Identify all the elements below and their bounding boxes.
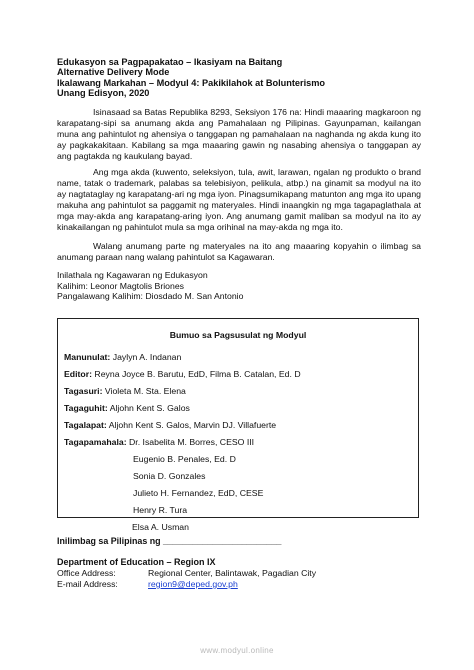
module-header [57,57,325,99]
reviewer-row [64,386,186,396]
subject-title: Edukasyon sa Pagpapakatao – Ikasiyam na Baitang [57,57,283,67]
publisher-info [57,270,243,302]
reviewer-value: Violeta M. Sta. Elena [104,386,186,396]
editor-value: Reyna Joyce B. Barutu, EdD, Filma B. Catalan, Ed. D [94,369,301,379]
layout-row [64,420,276,430]
writer-label: Manunulat: [64,352,111,362]
publisher-line: Inilathala ng Kagawaran ng Edukasyon [57,270,208,280]
copyright-paragraph-1: Isinasaad sa Batas Republika 8293, Seksiyon 176 na: Hindi maaaring magkaroon ng karapatang-sipi sa anumang akda ang Pamahalaan ng Pilipinas. Gayunpaman, kailangan muna ang pahintulot ng ahensiya o tanggapan ng pamahalaan na naghanda ng akda kung ito ay pagkakakitaan. Kabilang sa mga maaaring gawin ng nasabing ahensiya o tanggapan ay ang pagtakda ng kaukulang bayad. [57,107,421,161]
management-label: Tagapamahala: [64,437,127,447]
department-name: Department of Education – Region IX [57,557,216,567]
management-member: Julieto H. Fernandez, EdD, CESE [133,488,264,498]
email-link[interactable]: region9@deped.gov.ph [148,579,238,589]
management-member: Sonia D. Gonzales [133,471,206,481]
editor-label: Editor: [64,369,92,379]
reviewer-label: Tagasuri: [64,386,103,396]
delivery-mode: Alternative Delivery Mode [57,67,170,78]
office-address-value: Regional Center, Balintawak, Pagadian City [148,568,317,578]
layout-label: Tagalapat: [64,420,107,430]
copyright-paragraph-3: Walang anumang parte ng materyales na ito ang maaaring kopyahin o ilimbag sa anumang paraan nang walang pahintulot sa Kagawaran. [57,241,421,262]
undersecretary-line: Pangalawang Kalihim: Diosdado M. San Antonio [57,291,244,302]
secretary-line: Kalihim: Leonor Magtolis Briones [57,280,184,291]
management-row [64,437,254,447]
email-row [57,579,238,589]
management-member: Dr. Isabelita M. Borres, CESO III [129,437,255,447]
editor-row [64,369,301,379]
development-team-box [57,318,419,518]
office-address-row [57,568,316,578]
edition: Unang Edisyon, 2020 [57,88,150,99]
management-member: Elsa A. Usman [132,522,189,532]
copyright-paragraph-2: Ang mga akda (kuwento, seleksiyon, tula, awit, larawan, ngalan ng produkto o brand name, tatak o trademark, palabas sa telebisiyon, pelikula, atbp.) na ginamit sa modyul na ito ay nagtataglay ng karapatang-ari ng mga iyon. Pinagsumikapang matunton ang mga ito upang makuha ang pahintulot sa paggamit ng materyales. Hindi inaangkin ng mga tagapaglathala at mga may-akda ang karapatang-aring iyon. Ang anumang gamit maliban sa modyul na ito ay kinakailangan ng pahintulot mula sa mga orihinal na may-akda ng mga ito. [57,167,421,232]
watermark: www.modyul.online [200,646,274,655]
illustrator-value: Aljohn Kent S. Galos [109,403,190,413]
writer-value: Jaylyn A. Indanan [112,352,182,362]
module-title: Ikalawang Markahan – Modyul 4: Pakikilahok at Bolunterismo [57,77,326,88]
management-member: Henry R. Tura [133,505,188,515]
management-member: Eugenio B. Penales, Ed. D [133,454,236,464]
illustrator-label: Tagaguhit: [64,403,108,413]
writer-row [64,352,181,362]
team-title: Bumuo sa Pagsusulat ng Modyul [169,330,307,340]
email-label: E-mail Address: [57,579,118,589]
illustrator-row [64,403,190,413]
office-address-label: Office Address: [57,568,116,578]
layout-value: Aljohn Kent S. Galos, Marvin DJ. Villafuerte [108,420,277,430]
printed-in-line: Inilimbag sa Pilipinas ng ________________________ [57,536,282,546]
